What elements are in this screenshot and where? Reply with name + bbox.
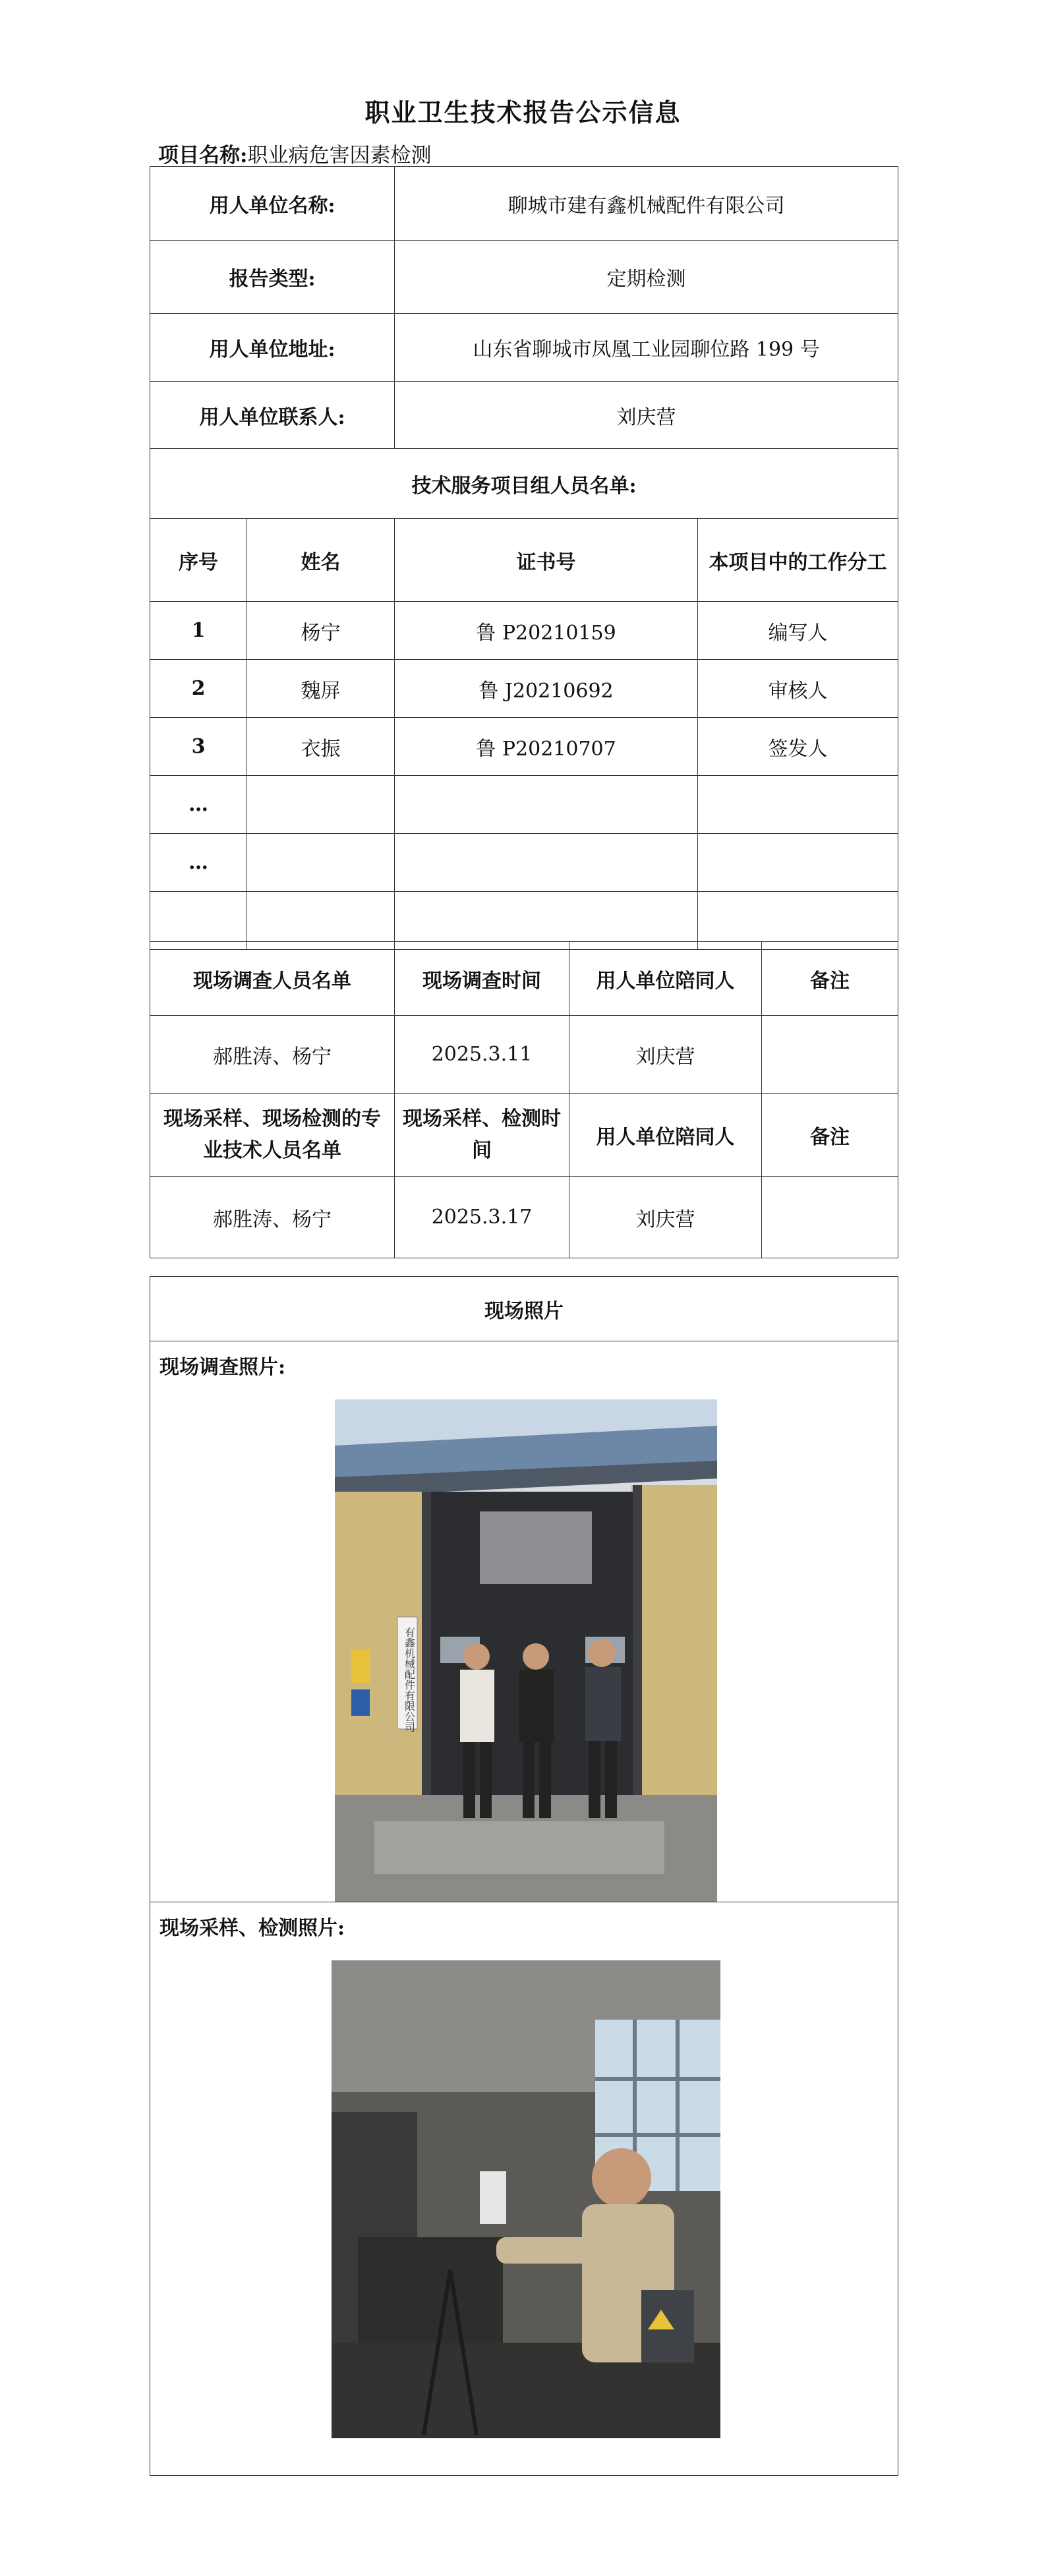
project-name [158, 138, 431, 168]
col-header-no: 序号 [150, 519, 247, 602]
col-header-name: 姓名 [247, 519, 395, 602]
survey-photo-cell [150, 1341, 898, 1902]
project-value: 职业病危害因素检测 [247, 144, 432, 167]
survey-remark [762, 1016, 898, 1094]
row-no: 1 [150, 602, 247, 660]
info-row [150, 314, 898, 382]
team-heading: 技术服务项目组人员名单: [150, 449, 898, 519]
survey-time-header: 现场调查时间 [395, 942, 569, 1016]
row-role [698, 776, 898, 834]
row-no: 3 [150, 718, 247, 776]
sampling-photo-cell [150, 1902, 898, 2476]
row-no: 2 [150, 660, 247, 718]
row-name [247, 776, 395, 834]
survey-photo [335, 1399, 717, 1902]
survey-photo-label: 现场调查照片: [160, 1356, 286, 1379]
survey-remark-header: 备注 [762, 942, 898, 1016]
sampling-remark [762, 1177, 898, 1258]
sampling-time-header: 现场采样、检测时间 [395, 1094, 569, 1177]
survey-table [150, 941, 898, 1258]
sampling-staff: 郝胜涛、杨宁 [150, 1177, 395, 1258]
project-label: 项目名称: [158, 144, 248, 167]
team-header-row [150, 519, 898, 602]
table-row [150, 660, 898, 718]
employer-contact-value: 刘庆营 [395, 382, 898, 449]
employer-contact-label: 用人单位联系人: [150, 382, 395, 449]
employer-name-label: 用人单位名称: [150, 167, 395, 241]
sampling-time: 2025.3.17 [395, 1177, 569, 1258]
info-table [150, 166, 898, 950]
row-cert [395, 776, 698, 834]
row-no: … [150, 834, 247, 892]
employer-name-value: 聊城市建有鑫机械配件有限公司 [395, 167, 898, 241]
col-header-role: 本项目中的工作分工 [698, 519, 898, 602]
row-name: 魏屏 [247, 660, 395, 718]
row-role [698, 834, 898, 892]
sampling-escort: 刘庆营 [569, 1177, 762, 1258]
survey-staff: 郝胜涛、杨宁 [150, 1016, 395, 1094]
sampling-row [150, 1177, 898, 1258]
info-row [150, 241, 898, 314]
sampling-header-row [150, 1094, 898, 1177]
survey-escort: 刘庆营 [569, 1016, 762, 1094]
table-row [150, 834, 898, 892]
report-type-value: 定期检测 [395, 241, 898, 314]
survey-escort-header: 用人单位陪同人 [569, 942, 762, 1016]
row-cert: 鲁 J20210692 [395, 660, 698, 718]
row-cert: 鲁 P20210707 [395, 718, 698, 776]
row-name: 衣振 [247, 718, 395, 776]
sampling-photo-label: 现场采样、检测照片: [160, 1917, 345, 1940]
photos-table [150, 1276, 898, 2476]
sampling-photo [332, 1960, 720, 2438]
survey-staff-header: 现场调查人员名单 [150, 942, 395, 1016]
employer-address-value: 山东省聊城市凤凰工业园聊位路 199 号 [395, 314, 898, 382]
report-type-label: 报告类型: [150, 241, 395, 314]
sampling-staff-header: 现场采样、现场检测的专业技术人员名单 [150, 1094, 395, 1177]
sampling-remark-header: 备注 [762, 1094, 898, 1177]
col-header-cert: 证书号 [395, 519, 698, 602]
row-name [247, 834, 395, 892]
photos-heading: 现场照片 [150, 1277, 898, 1341]
row-cert: 鲁 P20210159 [395, 602, 698, 660]
info-row [150, 382, 898, 449]
row-no: … [150, 776, 247, 834]
survey-time: 2025.3.11 [395, 1016, 569, 1094]
page-title: 职业卫生技术报告公示信息 [364, 98, 682, 127]
table-row [150, 718, 898, 776]
sampling-escort-header: 用人单位陪同人 [569, 1094, 762, 1177]
info-row [150, 167, 898, 241]
row-role: 审核人 [698, 660, 898, 718]
employer-address-label: 用人单位地址: [150, 314, 395, 382]
table-row [150, 776, 898, 834]
survey-row [150, 1016, 898, 1094]
row-role: 编写人 [698, 602, 898, 660]
table-row [150, 602, 898, 660]
row-name: 杨宁 [247, 602, 395, 660]
survey-header-row [150, 942, 898, 1016]
row-role: 签发人 [698, 718, 898, 776]
sign-text: 有鑫机械配件有限公司 [403, 1627, 416, 1732]
row-cert [395, 834, 698, 892]
